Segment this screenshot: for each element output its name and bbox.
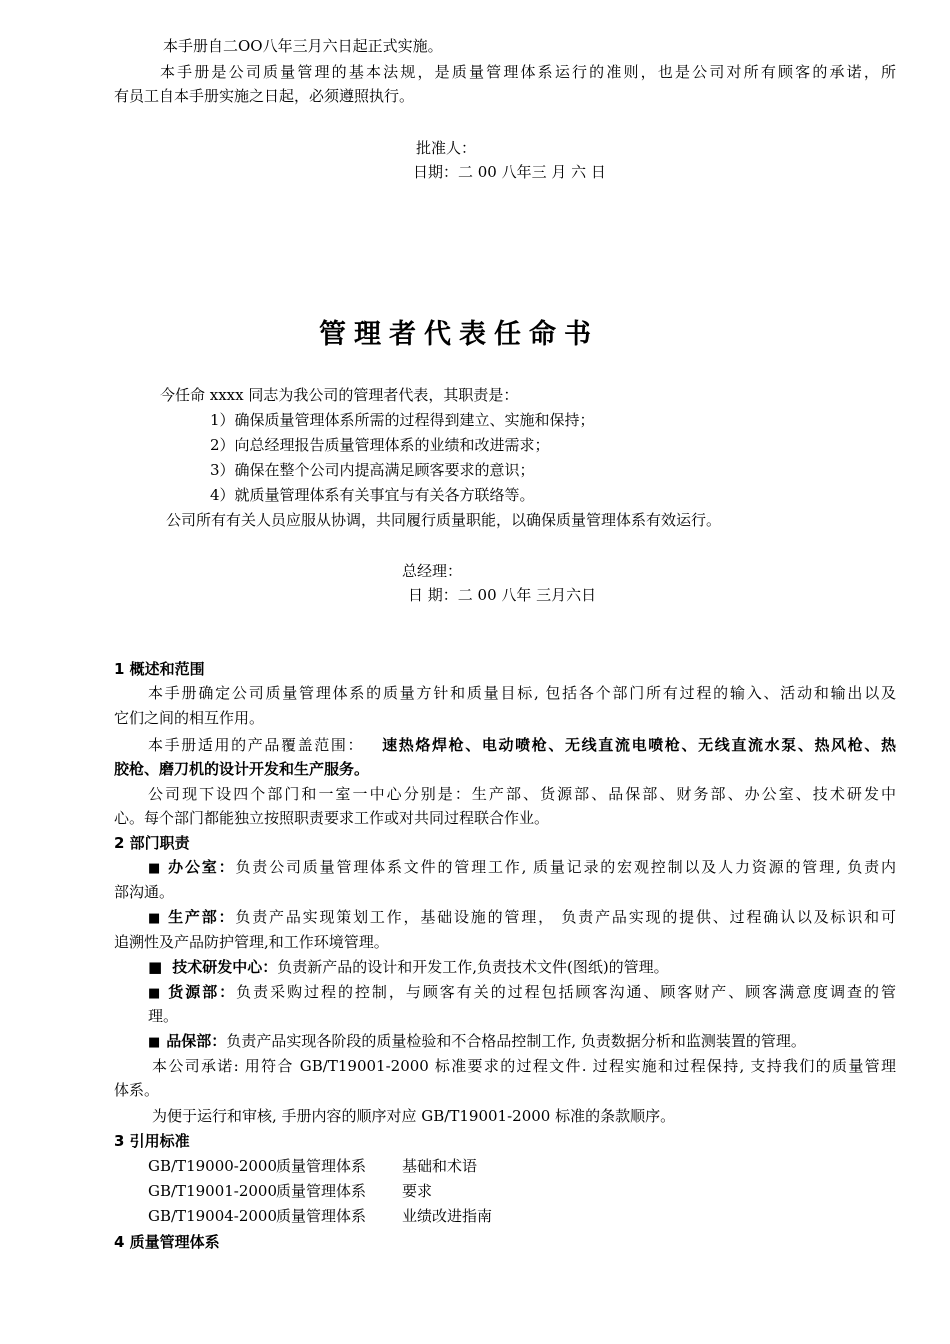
- dept-rd-label: 技术研发中心：: [172, 958, 278, 976]
- duty-item-2: 2）向总经理报告质量管理体系的业绩和改进需求；: [210, 436, 550, 454]
- appointment-title: 管理者代表任命书: [319, 319, 599, 350]
- duty-item-3: 3）确保在整个公司内提高满足顾客要求的意识；: [210, 461, 535, 479]
- bullet-icon: ■: [148, 986, 163, 1001]
- dept-rd-line: [148, 955, 669, 979]
- dept-office-line1: [148, 855, 896, 881]
- scope-para2-line2: 胶枪、磨刀机的设计开发和生产服务。: [114, 760, 370, 778]
- section-3-heading: 3 引用标准: [114, 1132, 190, 1150]
- commitment-line2: 体系。: [114, 1081, 160, 1099]
- standard-system: 质量管理体系: [276, 1182, 367, 1200]
- bullet-icon: ■: [148, 1035, 161, 1050]
- manual-purpose-line2: 有员工自本手册实施之日起，必须遵照执行。: [114, 87, 415, 105]
- duty-item-4: 4）就质量管理体系有关事宜与有关各方联络等。: [210, 486, 535, 504]
- scope-products-lead: 本手册适用的产品覆盖范围：: [148, 736, 365, 754]
- standard-topic: 基础和术语: [402, 1157, 478, 1175]
- bullet-icon: ■: [148, 861, 163, 876]
- scope-para1-line2: 它们之间的相互作用。: [114, 709, 265, 727]
- scope-para3-line1: 公司现下设四个部门和一室一中心分别是：生产部、货源部、品保部、财务部、办公室、技术研发中: [148, 785, 896, 803]
- scope-para3-line2: 心。每个部门都能独立按照职责要求工作或对共同过程联合作业。: [114, 809, 550, 827]
- dept-production-desc: 负责产品实现策划工作，基础设施的管理， 负责产品实现的提供、过程确认以及标识和可: [235, 908, 896, 926]
- section-2-heading: 2 部门职责: [114, 834, 190, 852]
- approver-label: 批准人：: [416, 139, 477, 157]
- dept-office-line2: 部沟通。: [114, 883, 175, 901]
- dept-office-label: 办公室：: [168, 858, 236, 876]
- standard-topic: 要求: [402, 1182, 433, 1200]
- dept-supply-desc: 负责采购过程的控制，与顾客有关的过程包括顾客沟通、顾客财产、顾客满意度调查的管: [236, 983, 896, 1001]
- dept-qa-label: 品保部：: [166, 1032, 227, 1050]
- dept-office-desc: 负责公司质量管理体系文件的管理工作, 质量记录的宏观控制以及人力资源的管理, 负责内: [235, 858, 896, 876]
- dept-qa-line: [148, 1029, 806, 1055]
- standard-code: GB/T19004-2000: [148, 1207, 278, 1225]
- effective-date-text: 本手册自二OO八年三月六日起正式实施。: [163, 37, 443, 55]
- standard-system: 质量管理体系: [276, 1157, 367, 1175]
- section-4-heading: 4 质量管理体系: [114, 1233, 220, 1251]
- appointment-intro: 今任命 xxxx 同志为我公司的管理者代表，其职责是：: [160, 386, 519, 404]
- duty-item-1: 1）确保质量管理体系所需的过程得到建立、实施和保持；: [210, 411, 595, 429]
- standard-system: 质量管理体系: [276, 1207, 367, 1225]
- dept-supply-line2: 理。: [148, 1007, 179, 1025]
- scope-para2-line1: [148, 733, 896, 757]
- bullet-icon: ■: [148, 911, 163, 926]
- dept-rd-desc: 负责新产品的设计和开发工作,负责技术文件(图纸)的管理。: [277, 958, 669, 976]
- standard-row-3: [148, 1204, 492, 1228]
- manual-order-note: 为便于运行和审核, 手册内容的顺序对应 GB/T19001-2000 标准的条款顺序。: [152, 1107, 676, 1125]
- standard-row-1: [148, 1154, 477, 1178]
- dept-supply-line1: [148, 980, 896, 1006]
- scope-products-list: 速热烙焊枪、电动喷枪、无线直流电喷枪、无线直流水泵、热风枪、热: [382, 736, 896, 754]
- manual-purpose-line1: 本手册是公司质量管理的基本法规，是质量管理体系运行的准则，也是公司对所有顾客的承诺，所: [160, 63, 896, 81]
- section-1-heading: 1 概述和范围: [114, 660, 205, 678]
- standard-code: GB/T19000-2000: [148, 1157, 278, 1175]
- scope-para1-line1: 本手册确定公司质量管理体系的质量方针和质量目标, 包括各个部门所有过程的输入、活动和输出以及: [148, 684, 896, 702]
- dept-qa-desc: 负责产品实现各阶段的质量检验和不合格品控制工作, 负责数据分析和监测装置的管理。: [226, 1032, 806, 1050]
- dept-production-label: 生产部：: [168, 908, 236, 926]
- dept-supply-label: 货源部：: [168, 983, 237, 1001]
- appointment-date: 日 期：二 00 八年 三月六日: [408, 586, 597, 604]
- standard-code: GB/T19001-2000: [148, 1182, 278, 1200]
- bullet-icon: ■: [148, 958, 163, 976]
- general-manager-label: 总经理：: [402, 562, 463, 580]
- standard-row-2: [148, 1179, 432, 1203]
- dept-production-line1: [148, 905, 896, 931]
- approval-date: 日期：二 00 八年三 月 六 日: [413, 163, 606, 181]
- appointment-closing: 公司所有有关人员应服从协调，共同履行质量职能，以确保质量管理体系有效运行。: [166, 511, 722, 529]
- standard-topic: 业绩改进指南: [402, 1207, 493, 1225]
- commitment-line1: 本公司承诺: 用符合 GB/T19001-2000 标准要求的过程文件. 过程实施和过程保持, 支持我们的质量管理: [152, 1057, 896, 1075]
- dept-production-line2: 追溯性及产品防护管理,和工作环境管理。: [114, 933, 389, 951]
